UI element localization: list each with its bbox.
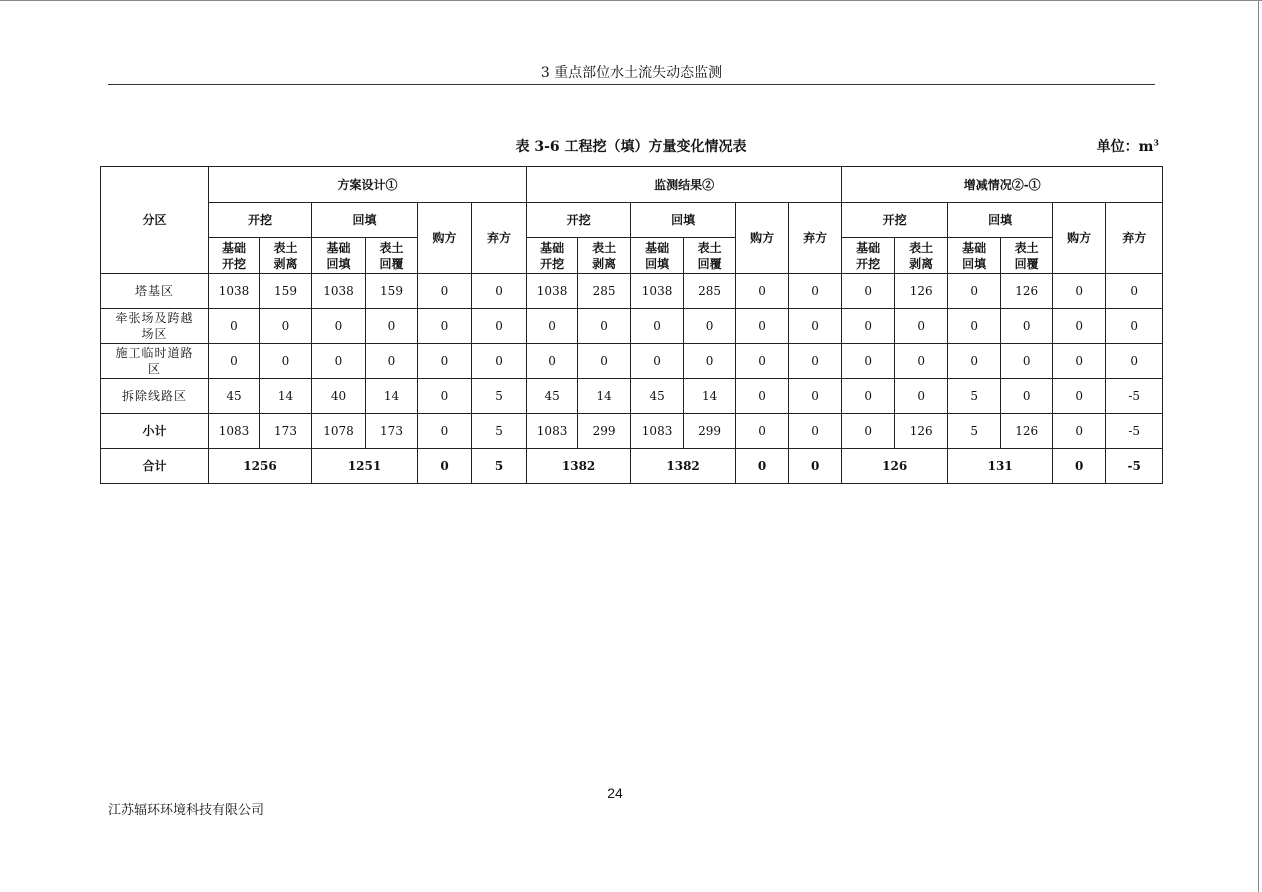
- value-cell: 0: [578, 309, 631, 344]
- group-header-monitoring: 监测结果②: [527, 167, 842, 203]
- value-cell: 0: [209, 309, 260, 344]
- total-cell: -5: [1106, 449, 1163, 484]
- leaf-found-fill: 基础回填: [312, 238, 366, 274]
- value-cell: 0: [789, 274, 842, 309]
- value-cell: -5: [1106, 414, 1163, 449]
- total-cell: 5: [472, 449, 527, 484]
- value-cell: 0: [842, 344, 895, 379]
- leaf-topsoil-strip: 表土剥离: [578, 238, 631, 274]
- value-cell: 0: [472, 344, 527, 379]
- value-cell: 0: [684, 309, 736, 344]
- value-cell: 0: [895, 309, 948, 344]
- leaf-topsoil-cover: 表土回覆: [684, 238, 736, 274]
- value-cell: 0: [789, 344, 842, 379]
- value-cell: 159: [260, 274, 312, 309]
- subgroup-backfill: 回填: [948, 203, 1053, 238]
- value-cell: 0: [631, 309, 684, 344]
- value-cell: 0: [578, 344, 631, 379]
- leaf-found-fill: 基础回填: [948, 238, 1001, 274]
- value-cell: 1083: [631, 414, 684, 449]
- value-cell: 126: [895, 274, 948, 309]
- value-cell: 0: [472, 274, 527, 309]
- total-cell: 1256: [209, 449, 312, 484]
- page-frame-right: [1258, 0, 1259, 892]
- header-row-subgroups: [101, 203, 1163, 238]
- value-cell: 1038: [631, 274, 684, 309]
- value-cell: 14: [366, 379, 418, 414]
- value-cell: 299: [684, 414, 736, 449]
- value-cell: 0: [209, 344, 260, 379]
- value-cell: 285: [684, 274, 736, 309]
- leaf-found-excav: 基础开挖: [209, 238, 260, 274]
- value-cell: 0: [842, 379, 895, 414]
- value-cell: 0: [789, 414, 842, 449]
- value-cell: 0: [736, 379, 789, 414]
- value-cell: 0: [948, 309, 1001, 344]
- subgroup-backfill: 回填: [312, 203, 418, 238]
- total-cell: 1382: [527, 449, 631, 484]
- total-cell: 1382: [631, 449, 736, 484]
- value-cell: 0: [1053, 414, 1106, 449]
- table-row: [101, 309, 1163, 344]
- zone-cell: 牵张场及跨越场区: [101, 309, 209, 344]
- value-cell: 0: [842, 274, 895, 309]
- leaf-topsoil-cover: 表土回覆: [1001, 238, 1053, 274]
- value-cell: 0: [527, 344, 578, 379]
- total-cell: 0: [789, 449, 842, 484]
- value-cell: 0: [418, 274, 472, 309]
- total-cell: 0: [1053, 449, 1106, 484]
- value-cell: 0: [895, 379, 948, 414]
- value-cell: 5: [948, 414, 1001, 449]
- value-cell: 0: [418, 344, 472, 379]
- value-cell: 14: [684, 379, 736, 414]
- value-cell: 0: [418, 309, 472, 344]
- value-cell: 0: [789, 309, 842, 344]
- subgroup-purchase: 购方: [1053, 203, 1106, 274]
- value-cell: 0: [1001, 344, 1053, 379]
- value-cell: 0: [312, 344, 366, 379]
- value-cell: 0: [418, 379, 472, 414]
- running-header: 3 重点部位水土流失动态监测: [540, 65, 723, 81]
- subgroup-waste: 弃方: [472, 203, 527, 274]
- value-cell: 0: [842, 309, 895, 344]
- value-cell: 285: [578, 274, 631, 309]
- subgroup-excavation: 开挖: [209, 203, 312, 238]
- value-cell: 1038: [527, 274, 578, 309]
- page-frame-top: [0, 0, 1262, 1]
- zone-cell: 施工临时道路区: [101, 344, 209, 379]
- value-cell: 173: [260, 414, 312, 449]
- total-cell: 0: [736, 449, 789, 484]
- earthwork-table: [100, 166, 1163, 484]
- subgroup-purchase: 购方: [736, 203, 789, 274]
- value-cell: 1038: [312, 274, 366, 309]
- value-cell: 0: [1106, 344, 1163, 379]
- total-row: [101, 449, 1163, 484]
- subgroup-excavation: 开挖: [527, 203, 631, 238]
- value-cell: 0: [736, 344, 789, 379]
- value-cell: 0: [842, 414, 895, 449]
- value-cell: 0: [366, 344, 418, 379]
- zone-header: 分区: [101, 167, 209, 274]
- value-cell: 1083: [209, 414, 260, 449]
- value-cell: 5: [948, 379, 1001, 414]
- value-cell: 0: [684, 344, 736, 379]
- subtotal-row: [101, 414, 1163, 449]
- company-name: 江苏辐环环境科技有限公司: [108, 803, 265, 818]
- subgroup-waste: 弃方: [789, 203, 842, 274]
- value-cell: 126: [1001, 274, 1053, 309]
- table-row: [101, 274, 1163, 309]
- group-header-design: 方案设计①: [209, 167, 527, 203]
- value-cell: 0: [1053, 379, 1106, 414]
- value-cell: 0: [260, 344, 312, 379]
- total-cell: 1251: [312, 449, 418, 484]
- value-cell: 0: [366, 309, 418, 344]
- value-cell: 45: [209, 379, 260, 414]
- value-cell: 5: [472, 379, 527, 414]
- value-cell: -5: [1106, 379, 1163, 414]
- value-cell: 0: [260, 309, 312, 344]
- total-cell: 131: [948, 449, 1053, 484]
- total-cell: 126: [842, 449, 948, 484]
- leaf-found-excav: 基础开挖: [842, 238, 895, 274]
- value-cell: 0: [527, 309, 578, 344]
- value-cell: 45: [527, 379, 578, 414]
- value-cell: 0: [789, 379, 842, 414]
- total-label: 合计: [101, 449, 209, 484]
- value-cell: 0: [1106, 309, 1163, 344]
- page-number: 24: [607, 785, 623, 801]
- value-cell: 159: [366, 274, 418, 309]
- value-cell: 0: [948, 274, 1001, 309]
- value-cell: 14: [260, 379, 312, 414]
- table-row: [101, 379, 1163, 414]
- subtotal-label: 小计: [101, 414, 209, 449]
- value-cell: 0: [418, 414, 472, 449]
- value-cell: 0: [895, 344, 948, 379]
- value-cell: 126: [895, 414, 948, 449]
- value-cell: 40: [312, 379, 366, 414]
- value-cell: 0: [948, 344, 1001, 379]
- group-header-change: 增减情况②-①: [842, 167, 1163, 203]
- value-cell: 0: [631, 344, 684, 379]
- leaf-found-fill: 基础回填: [631, 238, 684, 274]
- subgroup-backfill: 回填: [631, 203, 736, 238]
- leaf-found-excav: 基础开挖: [527, 238, 578, 274]
- subgroup-excavation: 开挖: [842, 203, 948, 238]
- value-cell: 0: [1053, 274, 1106, 309]
- leaf-topsoil-strip: 表土剥离: [260, 238, 312, 274]
- header-row-leaf: [101, 238, 1163, 274]
- value-cell: 5: [472, 414, 527, 449]
- total-cell: 0: [418, 449, 472, 484]
- header-rule: [108, 84, 1155, 85]
- value-cell: 1083: [527, 414, 578, 449]
- value-cell: 0: [736, 309, 789, 344]
- value-cell: 126: [1001, 414, 1053, 449]
- unit-superscript: 3: [1153, 137, 1159, 148]
- value-cell: 0: [312, 309, 366, 344]
- value-cell: 0: [1053, 309, 1106, 344]
- value-cell: 1038: [209, 274, 260, 309]
- value-cell: 0: [736, 274, 789, 309]
- header-row-groups: [101, 167, 1163, 203]
- subgroup-purchase: 购方: [418, 203, 472, 274]
- value-cell: 0: [1001, 379, 1053, 414]
- leaf-topsoil-cover: 表土回覆: [366, 238, 418, 274]
- value-cell: 45: [631, 379, 684, 414]
- value-cell: 0: [1106, 274, 1163, 309]
- value-cell: 14: [578, 379, 631, 414]
- value-cell: 0: [472, 309, 527, 344]
- value-cell: 1078: [312, 414, 366, 449]
- table-caption: 表 3-6 工程挖（填）方量变化情况表: [515, 139, 747, 155]
- table-row: [101, 344, 1163, 379]
- value-cell: 0: [1001, 309, 1053, 344]
- leaf-topsoil-strip: 表土剥离: [895, 238, 948, 274]
- value-cell: 299: [578, 414, 631, 449]
- unit-label: 单位：$m^3$: [1096, 137, 1159, 155]
- value-cell: 0: [736, 414, 789, 449]
- subgroup-waste: 弃方: [1106, 203, 1163, 274]
- value-cell: 0: [1053, 344, 1106, 379]
- zone-cell: 塔基区: [101, 274, 209, 309]
- value-cell: 173: [366, 414, 418, 449]
- zone-cell: 拆除线路区: [101, 379, 209, 414]
